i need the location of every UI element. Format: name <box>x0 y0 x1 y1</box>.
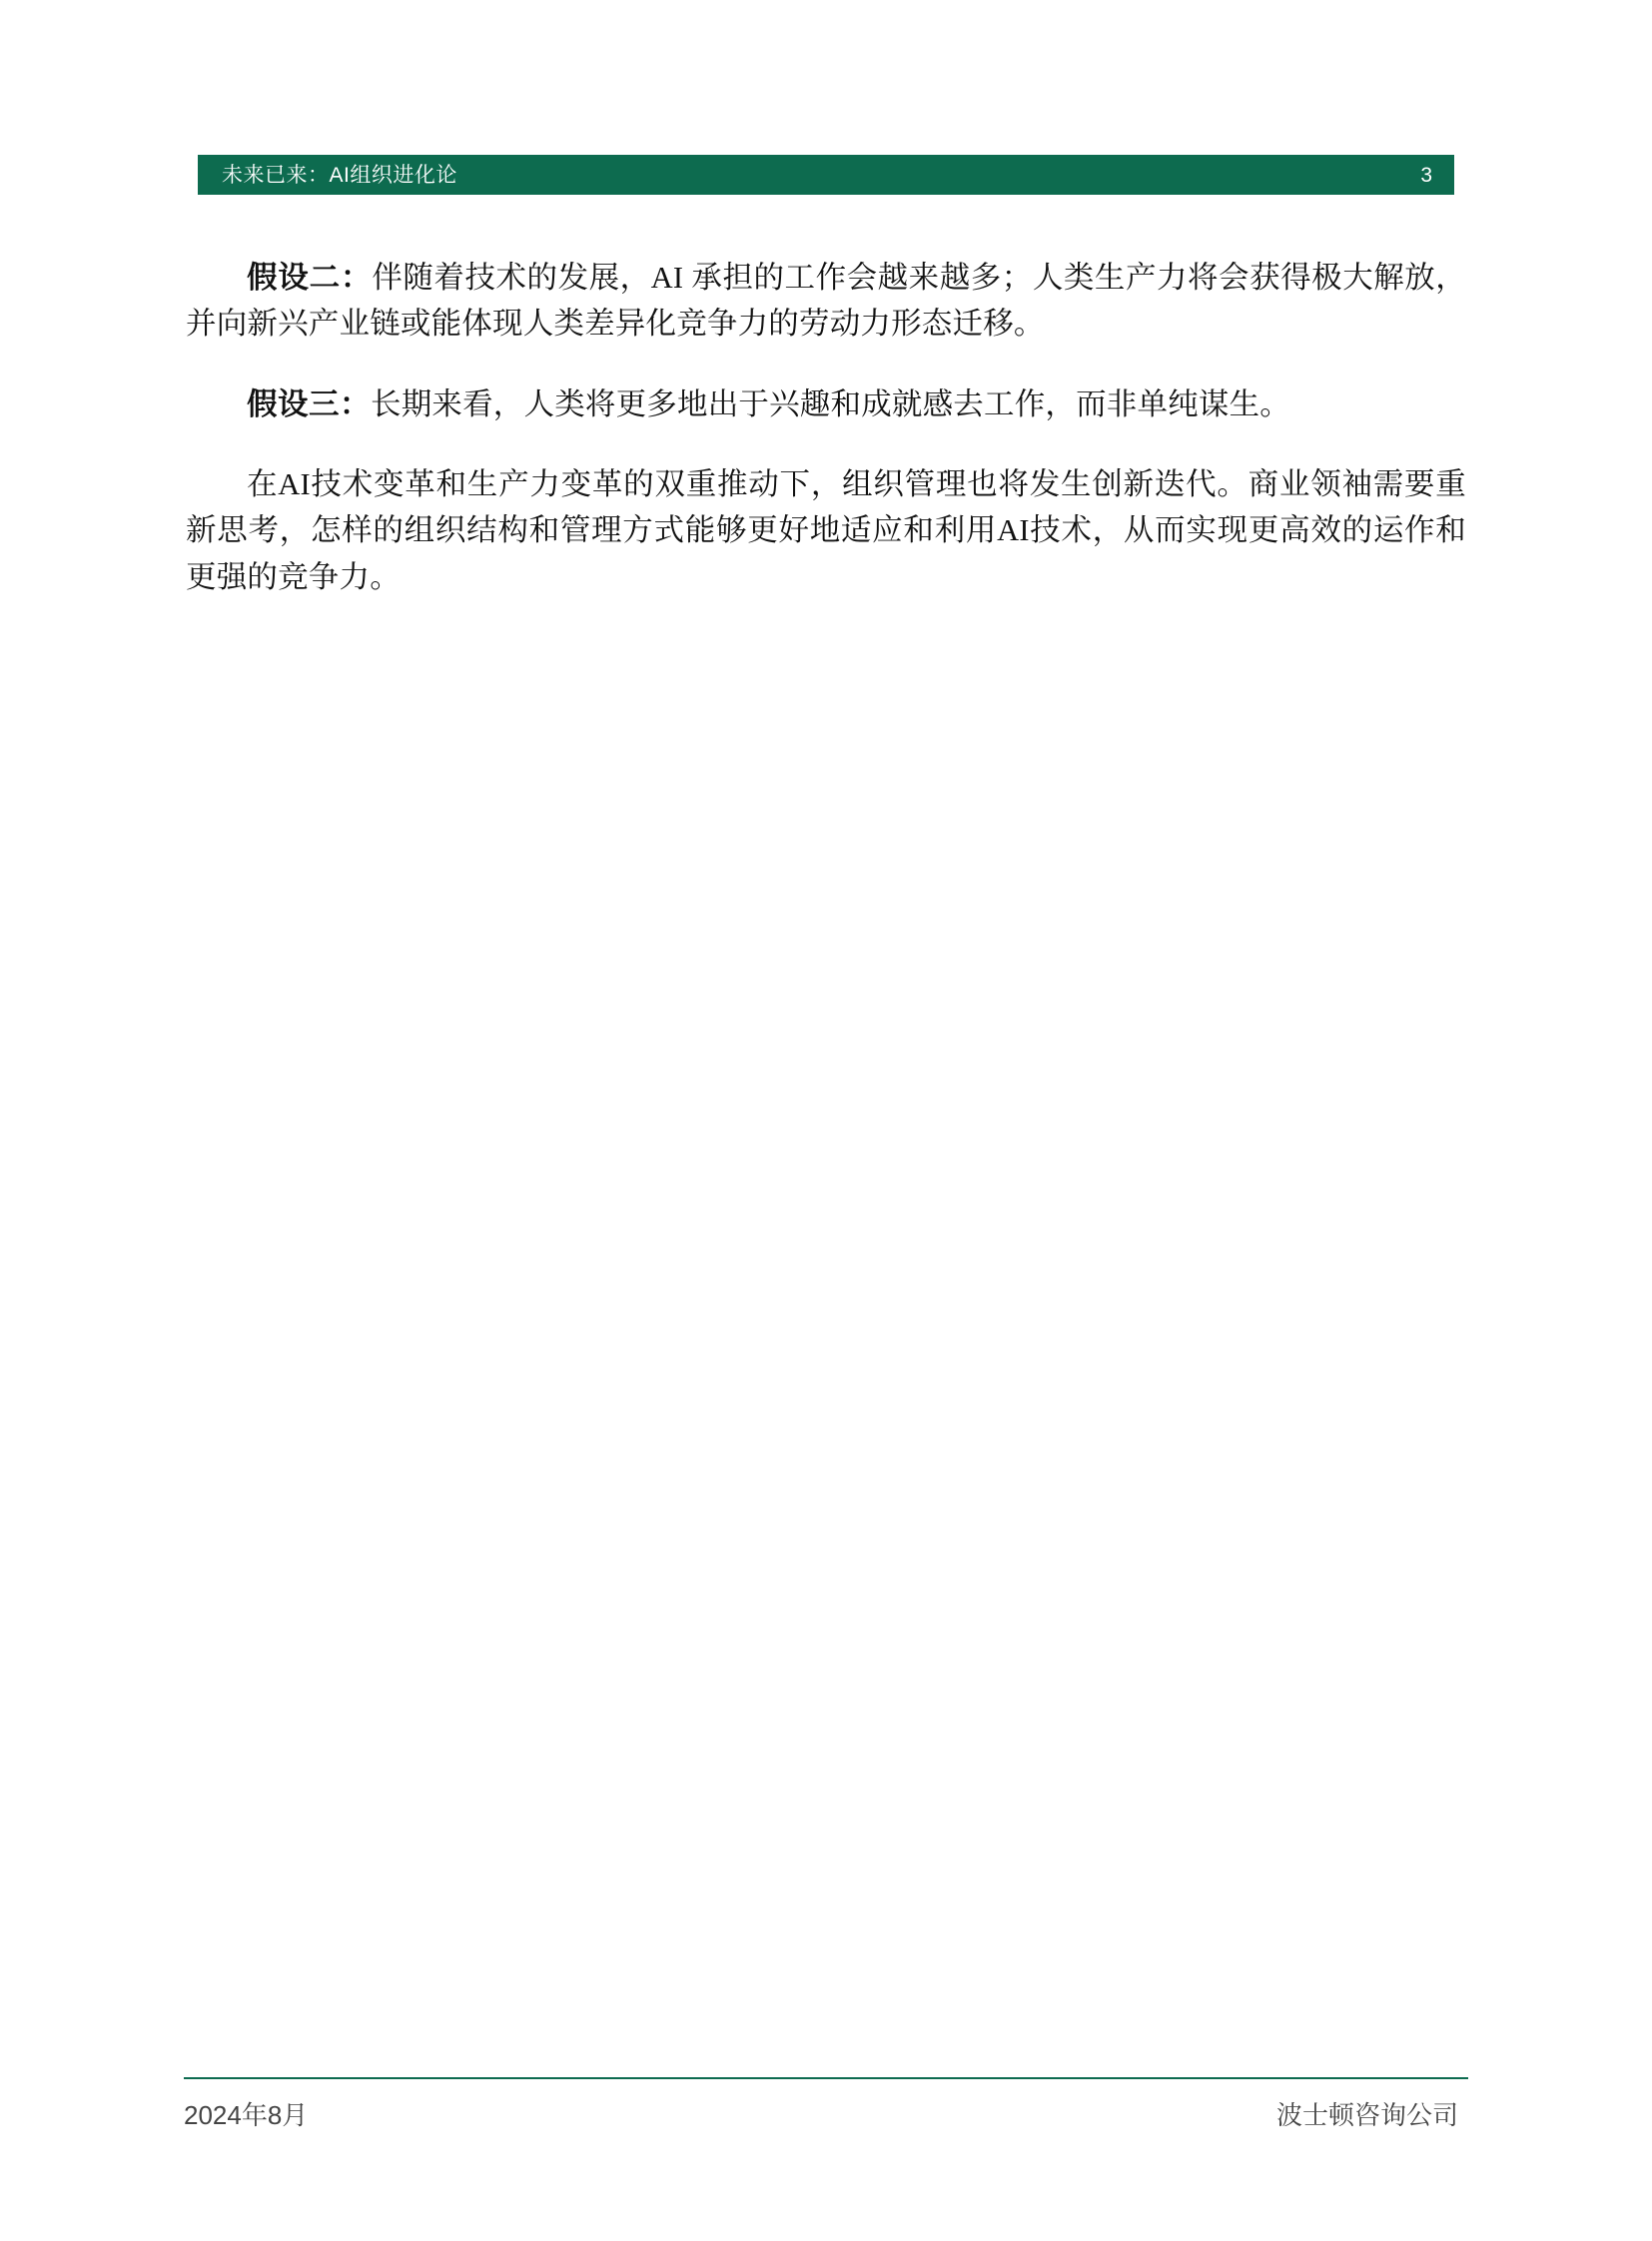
paragraph-conclusion <box>186 461 1466 600</box>
paragraph-lead-label: 假设三： <box>247 386 371 421</box>
footer-publisher: 波士顿咨询公司 <box>1275 2100 1458 2130</box>
paragraph-text: 长期来看，人类将更多地出于兴趣和成就感去工作，而非单纯谋生。 <box>371 386 1290 421</box>
paragraph-lead-label: 假设二： <box>247 261 373 295</box>
header-title: 未来已来：AI组织进化论 <box>222 163 457 187</box>
paragraph-text: 伴随着技术的发展，AI 承担的工作会越来越多；人类生产力将会获得极大解放，并向新兴产业链或能体现人类差异化竞争力的劳动力形态迁移。 <box>186 261 1467 342</box>
footer-divider <box>184 2077 1468 2079</box>
footer-date: 2024年8月 <box>184 2100 309 2130</box>
page-footer <box>184 2095 1468 2132</box>
page-content <box>186 255 1466 600</box>
paragraph-assumption-two <box>186 255 1466 348</box>
page-header-band <box>198 155 1454 195</box>
paragraph-assumption-three <box>186 381 1466 427</box>
paragraph-text: 在AI技术变革和生产力变革的双重推动下，组织管理也将发生创新迭代。商业领袖需要重新思考，怎样的组织结构和管理方式能够更好地适应和利用AI技术，从而实现更高效的运作和更强的竞争力。 <box>186 467 1466 594</box>
header-page-number: 3 <box>1420 163 1432 187</box>
